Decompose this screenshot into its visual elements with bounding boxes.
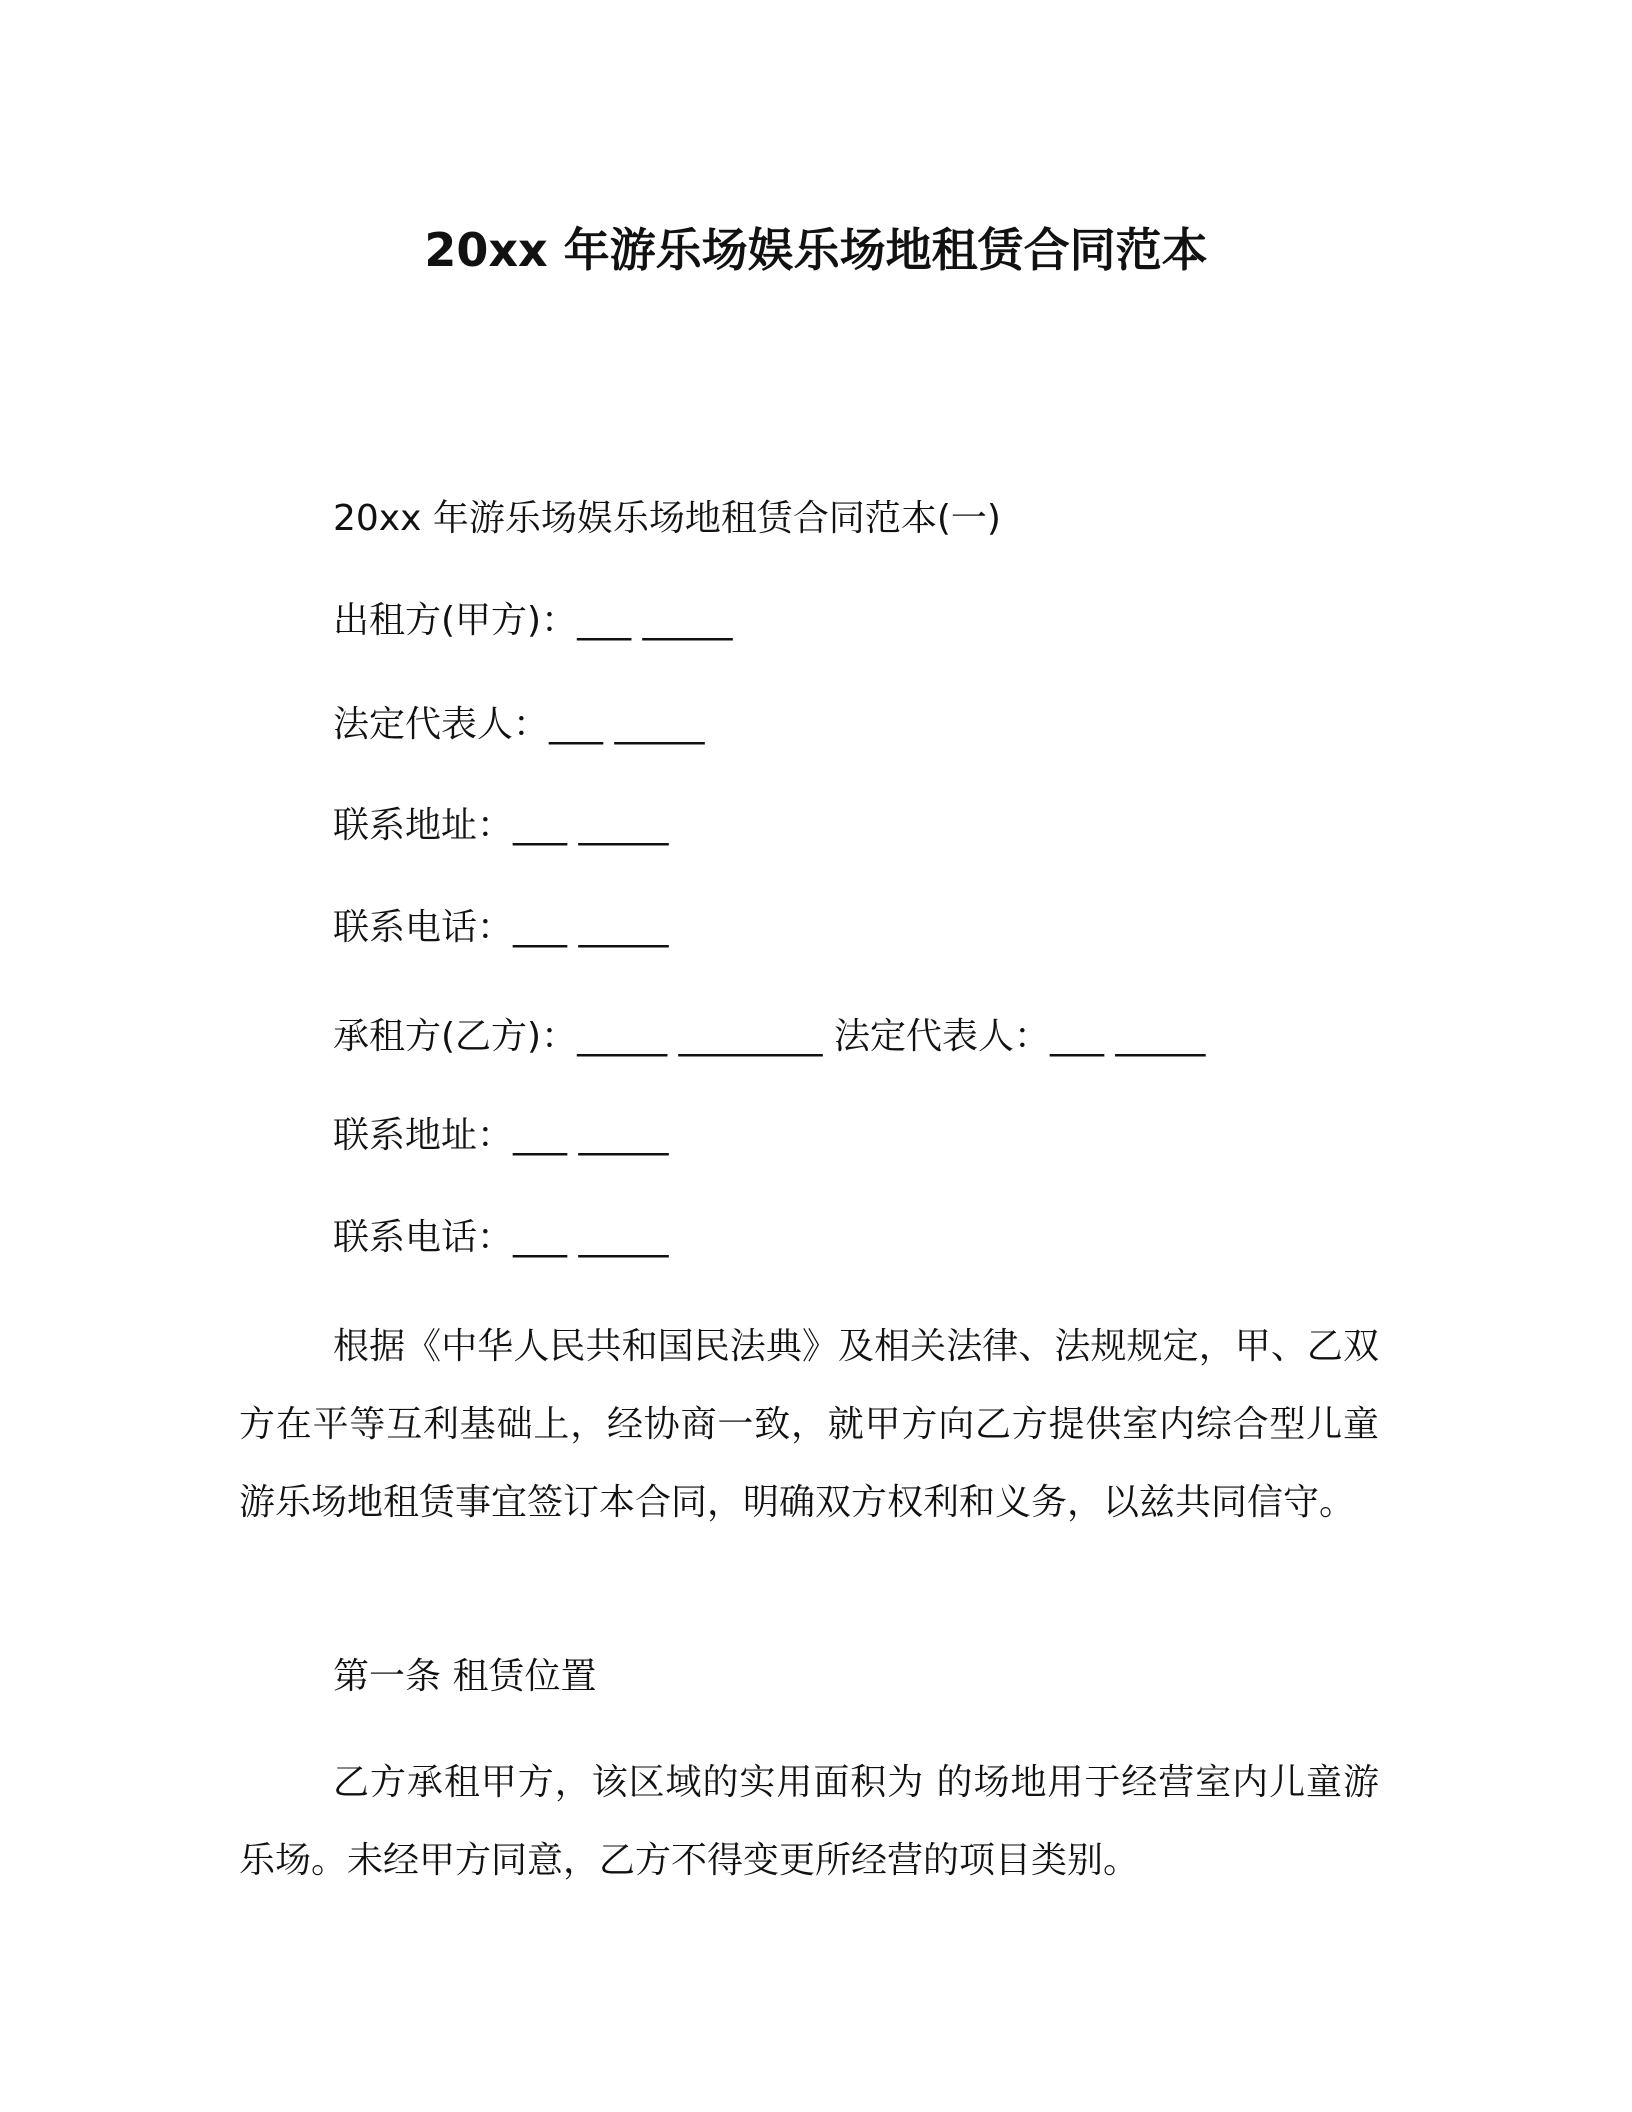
preamble-paragraph: 根据《中华人民共和国民法典》及相关法律、法规规定，甲、乙双方在平等互利基础上，经协商一致，就甲方向乙方提供室内综合型儿童游乐场地租赁事宜签订本合同，明确双方权利和义务，以兹共同信守。: [239, 1326, 1379, 1523]
lessor-representative-field: 法定代表人：___ _____: [333, 704, 705, 745]
article-1-heading: 第一条 租赁位置: [333, 1656, 597, 1697]
contract-subtitle: 20xx 年游乐场娱乐场地租赁合同范本(一): [333, 498, 1001, 539]
document-title: 20xx 年游乐场娱乐场地租赁合同范本: [424, 223, 1208, 277]
lessor-field: 出租方(甲方)：___ _____: [333, 600, 733, 641]
lessee-phone-field: 联系电话：___ _____: [333, 1217, 669, 1258]
lessor-address-field: 联系地址：___ _____: [333, 805, 669, 846]
lessee-field: 承租方(乙方)：_____ ________ 法定代表人：___ _____: [333, 1016, 1206, 1057]
article-1-body: 乙方承租甲方，该区域的实用面积为 的场地用于经营室内儿童游乐场。未经甲方同意，乙方不得变更所经营的项目类别。: [239, 1762, 1379, 1881]
lessor-phone-field: 联系电话：___ _____: [333, 907, 669, 948]
lessee-address-field: 联系地址：___ _____: [333, 1115, 669, 1156]
